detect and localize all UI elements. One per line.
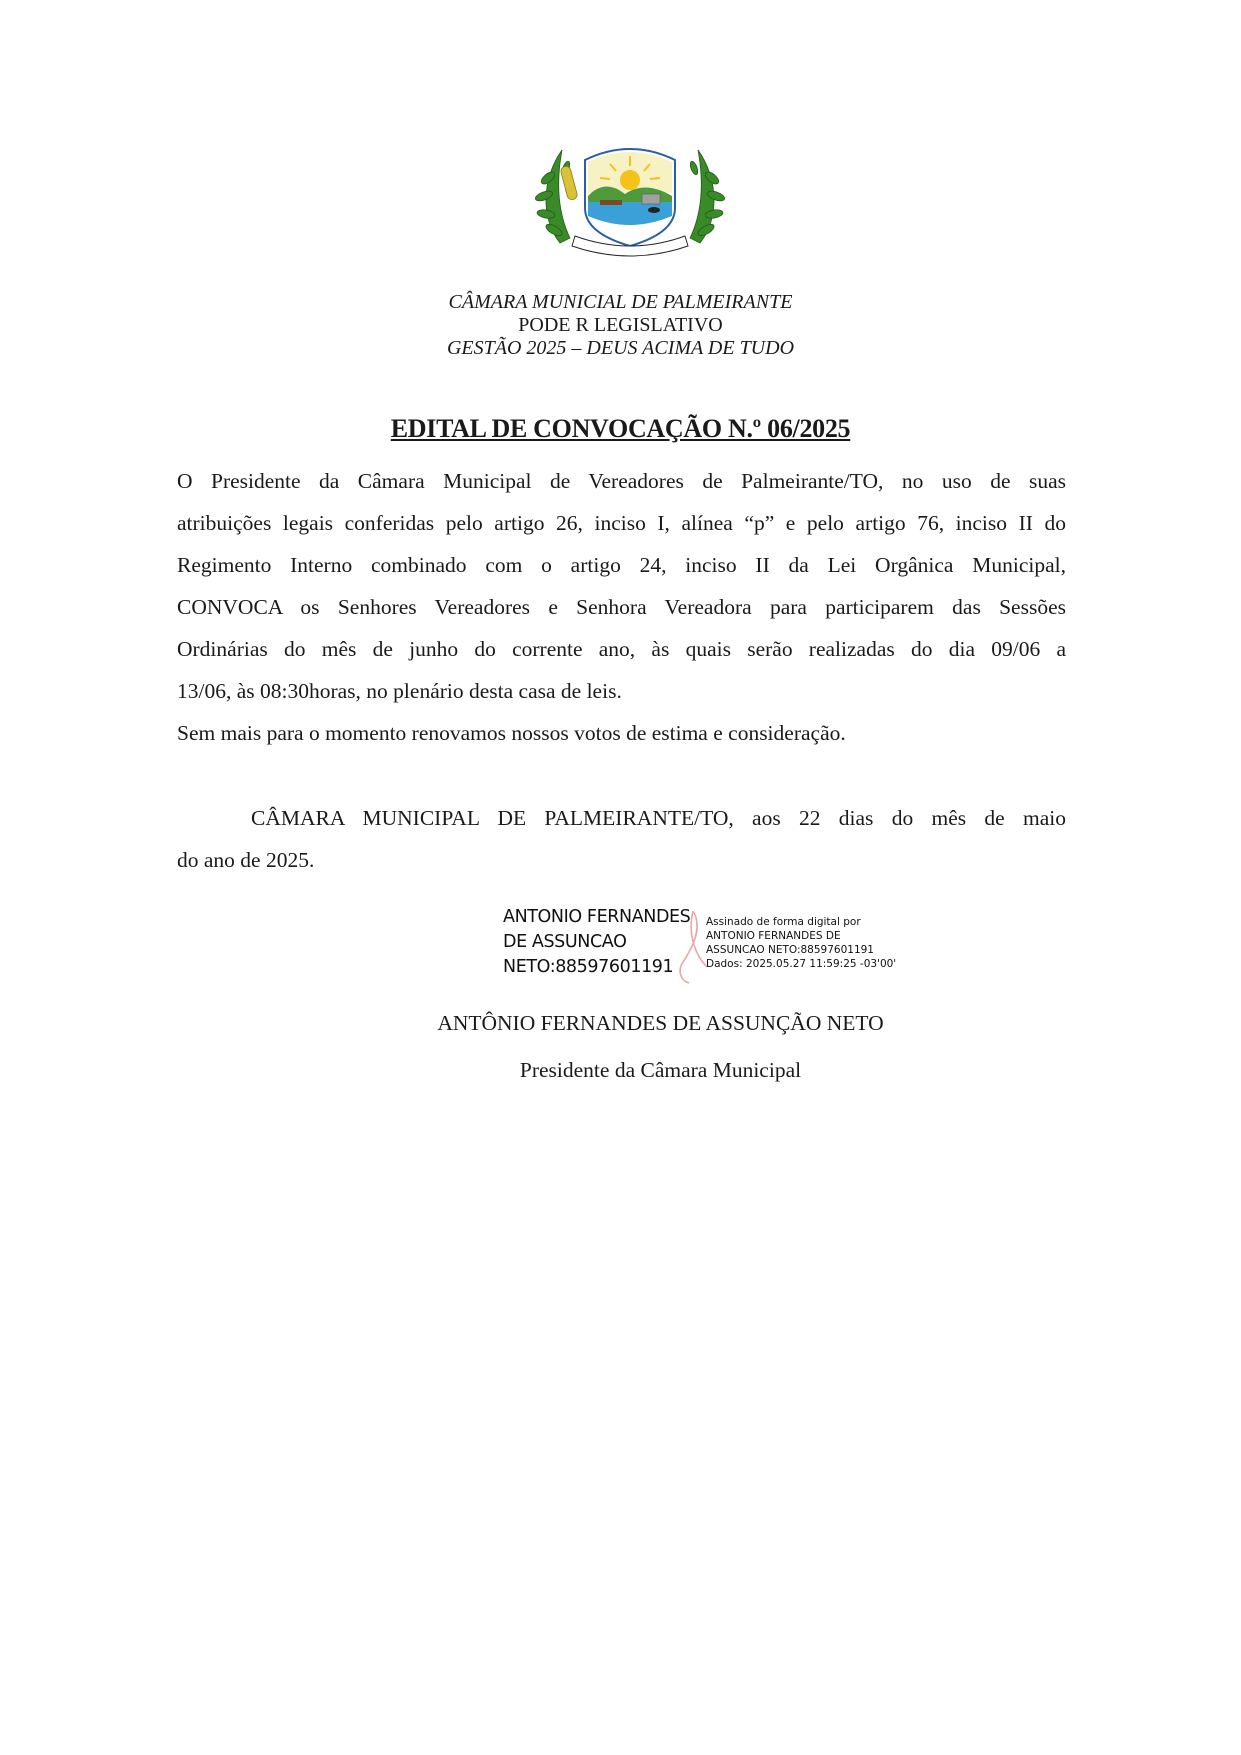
signature-details: Assinado de forma digital por ANTONIO FERNANDES DE ASSUNCAO NETO:88597601191 Dados: 2025.05.27 11:59:25 -03'00': [706, 916, 897, 970]
header-legislative-power: PODE R LEGISLATIVO: [518, 314, 723, 336]
header-chamber-name: CÂMARA MUNICIAL DE PALMEIRANTE: [448, 291, 793, 313]
body-line: CONVOCA os Senhores Vereadores e Senhora Vereadora para participarem das Sessões: [177, 595, 1066, 619]
document-title: EDITAL DE CONVOCAÇÃO N.º 06/2025: [390, 414, 851, 443]
body-line: Sem mais para o momento renovamos nossos votos de estima e consideração.: [177, 721, 846, 745]
signature-signer-name: ANTONIO FERNANDES DE ASSUNCAO NETO:88597601191: [503, 907, 691, 977]
closing-line: do ano de 2025.: [177, 848, 315, 872]
body-line: 13/06, às 08:30horas, no plenário desta casa de leis.: [177, 679, 622, 703]
body-paragraph: [177, 460, 1066, 754]
closing-place-date: [177, 797, 1066, 881]
signer-name: ANTÔNIO FERNANDES DE ASSUNÇÃO NETO: [437, 1011, 884, 1035]
signer-role: Presidente da Câmara Municipal: [519, 1058, 802, 1082]
municipal-crest-icon: [530, 138, 730, 263]
header-administration-motto: GESTÃO 2025 – DEUS ACIMA DE TUDO: [446, 337, 795, 359]
body-line: Ordinárias do mês de junho do corrente ano, às quais serão realizadas do dia 09/06 a: [177, 637, 1066, 661]
digital-signature-stamp: [503, 905, 923, 985]
closing-line: CÂMARA MUNICIPAL DE PALMEIRANTE/TO, aos 22 dias do mês de maio: [251, 806, 1066, 830]
body-line: O Presidente da Câmara Municipal de Vereadores de Palmeirante/TO, no uso de suas: [177, 469, 1066, 493]
body-line: atribuições legais conferidas pelo artigo 26, inciso I, alínea “p” e pelo artigo 76, inciso II do: [177, 511, 1066, 535]
body-line: Regimento Interno combinado com o artigo 24, inciso II da Lei Orgânica Municipal,: [177, 553, 1066, 577]
